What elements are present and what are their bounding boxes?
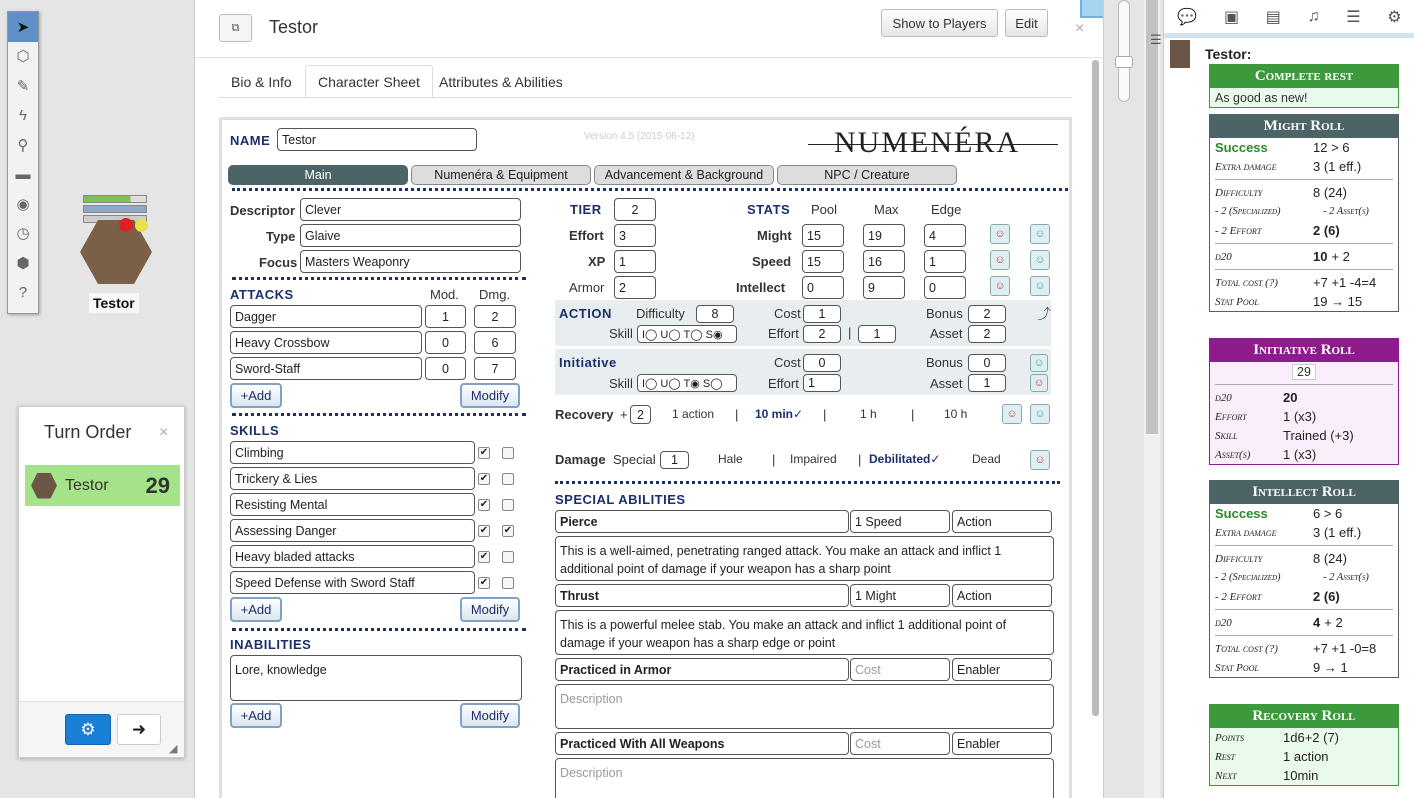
modify-skills-button[interactable]: Modify bbox=[460, 597, 520, 622]
recovery-step[interactable]: 1 action bbox=[672, 407, 715, 421]
skill-level-radio[interactable]: I◯ U◯ T◯ S◉ bbox=[637, 325, 737, 343]
ability-name[interactable]: Thrust bbox=[555, 584, 849, 607]
clock-icon[interactable]: ◷ bbox=[16, 225, 30, 243]
skill-trained-checkbox[interactable]: ✔ bbox=[479, 577, 489, 588]
type-field[interactable]: Glaive bbox=[300, 224, 521, 247]
complete-rest-title: Complete rest bbox=[1210, 65, 1398, 88]
ability-description[interactable]: This is a powerful melee stab. You make an attack and inflict 1 additional point of damage if your weapon has a sharp edge or point bbox=[555, 610, 1054, 655]
attack-dmg[interactable]: 2 bbox=[474, 305, 516, 328]
list-icon[interactable]: ☰ bbox=[1346, 9, 1361, 26]
damage-step[interactable]: Dead bbox=[972, 452, 1001, 466]
stat-pool-label: Stat Pool bbox=[1215, 295, 1259, 308]
panel-tabs bbox=[1164, 0, 1414, 34]
avatar bbox=[31, 473, 57, 499]
stats-label: STATS bbox=[747, 202, 791, 217]
ability-cost[interactable]: 1 Speed bbox=[850, 510, 950, 533]
show-to-players-button[interactable]: Show to Players bbox=[881, 9, 998, 37]
close-icon[interactable]: × bbox=[159, 424, 169, 441]
skill-label: Skill bbox=[1215, 429, 1238, 442]
skill-specialized-checkbox[interactable] bbox=[502, 577, 514, 589]
ability-type[interactable]: Enabler bbox=[952, 658, 1052, 681]
attack-dmg[interactable]: 6 bbox=[474, 331, 516, 354]
damage-step[interactable]: Impaired bbox=[790, 452, 837, 466]
special-abilities-label: SPECIAL ABILITIES bbox=[555, 492, 686, 507]
yellow-marker-icon bbox=[135, 219, 148, 232]
popout-icon[interactable]: ⧉ bbox=[219, 14, 252, 42]
might-roll-card bbox=[1209, 114, 1399, 312]
effort-value: 2 (6) bbox=[1313, 589, 1340, 604]
gear-icon[interactable]: ⚙ bbox=[1387, 9, 1402, 26]
complete-rest-card bbox=[1209, 64, 1399, 108]
d20-label: d20 bbox=[1215, 616, 1232, 629]
attack-dmg[interactable]: 7 bbox=[474, 357, 516, 380]
effort-label: Effort bbox=[569, 228, 604, 243]
recovery-green-die-icon[interactable]: ☺ bbox=[1030, 404, 1050, 424]
damage-red-die-icon[interactable]: ☺ bbox=[1030, 450, 1050, 470]
action-asset-field[interactable]: 2 bbox=[968, 325, 1006, 343]
armor-field[interactable]: 2 bbox=[614, 276, 656, 299]
initiative-roll-green-die-icon[interactable]: ☺ bbox=[1030, 354, 1048, 372]
specialized-label: - 2 (Specialized) bbox=[1215, 206, 1281, 217]
divider bbox=[232, 628, 526, 631]
attack-name[interactable]: Heavy Crossbow bbox=[230, 331, 422, 354]
turn-order-panel bbox=[18, 406, 185, 758]
help-icon[interactable]: ? bbox=[18, 283, 28, 301]
action-effort-field[interactable]: 2 bbox=[803, 325, 841, 343]
might-roll-green-die-icon[interactable]: ☺ bbox=[1030, 224, 1050, 244]
brush-icon[interactable]: ✎ bbox=[16, 77, 30, 95]
initiative-label: Initiative bbox=[559, 355, 617, 370]
result-label: Success bbox=[1215, 140, 1268, 155]
assets-label: - 2 Asset(s) bbox=[1323, 572, 1369, 583]
extra-damage-label: Extra damage bbox=[1215, 526, 1277, 539]
mod-label: Mod. bbox=[430, 287, 459, 302]
tier-label: TIER bbox=[570, 202, 602, 217]
intellect-roll-card bbox=[1209, 480, 1399, 678]
damage-label: Damage bbox=[555, 452, 606, 467]
attack-mod[interactable]: 0 bbox=[425, 331, 466, 354]
turn-order-entry-name: Testor bbox=[65, 476, 109, 494]
stat-pool-value: 9 → 1 bbox=[1313, 660, 1348, 675]
total-cost-value: +7 +1 -0=8 bbox=[1313, 641, 1377, 656]
chat-panel bbox=[1163, 0, 1414, 798]
subtab-main[interactable]: Main bbox=[228, 165, 408, 185]
art-library-icon[interactable]: ▣ bbox=[1223, 9, 1240, 26]
difficulty-value: 8 (24) bbox=[1313, 551, 1347, 566]
divider bbox=[1215, 545, 1393, 546]
intellect-label: Intellect bbox=[736, 280, 786, 295]
skill-trained-checkbox[interactable]: ✔ bbox=[479, 447, 489, 458]
modify-inabilities-button[interactable]: Modify bbox=[460, 703, 520, 728]
cost-field[interactable]: 1 bbox=[803, 305, 841, 323]
skill-value: Trained (+3) bbox=[1283, 428, 1354, 443]
close-icon[interactable]: × bbox=[1075, 20, 1085, 37]
skill-name[interactable]: Trickery & Lies bbox=[230, 467, 475, 490]
token-bar-1 bbox=[83, 195, 147, 203]
speed-max[interactable]: 16 bbox=[863, 250, 905, 273]
damage-special-field[interactable]: 1 bbox=[660, 451, 689, 469]
recovery-roll-card bbox=[1209, 704, 1399, 786]
cost-label: Cost bbox=[774, 306, 801, 321]
subtab-equipment[interactable]: Numenéra & Equipment bbox=[411, 165, 591, 185]
skill-specialized-checkbox[interactable] bbox=[502, 447, 514, 459]
effort-value: 1 (x3) bbox=[1283, 409, 1317, 424]
points-value: 1d6+2 (7) bbox=[1283, 730, 1340, 745]
initiative-roll-title: Initiative Roll bbox=[1210, 339, 1398, 362]
skill-specialized-checkbox[interactable]: ✔ bbox=[503, 525, 513, 536]
initiative-roll-red-die-icon[interactable]: ☺ bbox=[1030, 374, 1048, 392]
skill-trained-checkbox[interactable]: ✔ bbox=[479, 499, 489, 510]
action-effort2-field[interactable]: 1 bbox=[858, 325, 896, 343]
initiative-bonus-field[interactable]: 0 bbox=[968, 354, 1006, 372]
speed-roll-red-die-icon[interactable]: ☺ bbox=[990, 250, 1010, 270]
rest-label: Rest bbox=[1215, 750, 1236, 763]
cost-label: Cost bbox=[774, 355, 801, 370]
select-icon[interactable]: ➤ bbox=[8, 12, 38, 42]
attacks-label: ATTACKS bbox=[230, 287, 294, 302]
zoom-slider-handle[interactable] bbox=[1115, 56, 1133, 68]
might-roll-title: Might Roll bbox=[1210, 115, 1398, 138]
skill-name[interactable]: Resisting Mental bbox=[230, 493, 475, 516]
page-scrollbar[interactable] bbox=[1146, 0, 1158, 434]
d20-label: d20 bbox=[1215, 250, 1232, 263]
attack-name[interactable]: Dagger bbox=[230, 305, 422, 328]
add-attack-button[interactable]: +Add bbox=[230, 383, 282, 408]
recovery-step[interactable]: 1 h bbox=[860, 407, 877, 421]
effort-field[interactable]: 3 bbox=[614, 224, 656, 247]
chat-icon[interactable]: 💬 bbox=[1177, 9, 1198, 26]
skill-name[interactable]: Speed Defense with Sword Staff bbox=[230, 571, 475, 594]
next-turn-button[interactable]: ➜ bbox=[117, 714, 161, 745]
skill-name[interactable]: Climbing bbox=[230, 441, 475, 464]
skill-trained-checkbox[interactable]: ✔ bbox=[479, 473, 489, 484]
extra-damage-label: Extra damage bbox=[1215, 160, 1277, 173]
skill-label: Skill bbox=[609, 376, 633, 391]
pool-label: Pool bbox=[811, 202, 838, 217]
d20-value: 10 bbox=[1313, 249, 1328, 264]
separator: | bbox=[735, 407, 739, 422]
scrollbar[interactable] bbox=[1092, 60, 1099, 716]
speed-roll-green-die-icon[interactable]: ☺ bbox=[1030, 250, 1050, 270]
intellect-pool[interactable]: 0 bbox=[802, 276, 844, 299]
turn-order-title: Turn Order bbox=[44, 422, 132, 442]
initiative-total: 29 bbox=[1292, 364, 1316, 380]
ability-description[interactable]: This is a well-aimed, penetrating ranged attack. You make an attack and inflict 1 additional point of damage if your weapon has a sharp point bbox=[555, 536, 1054, 581]
skill-specialized-checkbox[interactable] bbox=[502, 499, 514, 511]
might-max[interactable]: 19 bbox=[863, 224, 905, 247]
name-field[interactable]: Testor bbox=[277, 128, 477, 151]
action-label: ACTION bbox=[559, 306, 612, 321]
menu-icon[interactable]: ☰ bbox=[1150, 32, 1162, 47]
stat-pool-value: 19 → 15 bbox=[1313, 294, 1363, 309]
descriptor-field[interactable]: Clever bbox=[300, 198, 521, 221]
skill-specialized-checkbox[interactable] bbox=[502, 551, 514, 563]
initiative-roll-card bbox=[1209, 338, 1399, 465]
bonus-field[interactable]: 2 bbox=[968, 305, 1006, 323]
dmg-label: Dmg. bbox=[479, 287, 511, 302]
speed-label: Speed bbox=[752, 254, 792, 269]
name-label: NAME bbox=[230, 133, 271, 148]
divider bbox=[232, 413, 526, 416]
speed-pool[interactable]: 15 bbox=[802, 250, 844, 273]
skill-name[interactable]: Assessing Danger bbox=[230, 519, 475, 542]
turn-order-footer bbox=[19, 701, 184, 757]
resize-handle-icon[interactable]: ◢ bbox=[169, 743, 178, 755]
speed-edge[interactable]: 1 bbox=[924, 250, 966, 273]
specialized-label: - 2 (Specialized) bbox=[1215, 572, 1281, 583]
skill-label: Skill bbox=[609, 326, 633, 341]
next-value: 10min bbox=[1283, 768, 1319, 783]
subtab-npc[interactable]: NPC / Creature bbox=[777, 165, 957, 185]
d20-bonus: + 2 bbox=[1324, 615, 1343, 630]
divider bbox=[1215, 635, 1393, 636]
token-name: Testor bbox=[89, 293, 139, 313]
ruler-icon[interactable]: ▬ bbox=[15, 165, 31, 183]
skill-trained-checkbox[interactable]: ✔ bbox=[479, 551, 489, 562]
eye-icon[interactable]: ◉ bbox=[16, 195, 30, 213]
separator: | bbox=[911, 407, 915, 422]
tab-character-sheet[interactable]: Character Sheet bbox=[305, 65, 433, 98]
might-edge[interactable]: 4 bbox=[924, 224, 966, 247]
armor-label: Armor bbox=[569, 280, 605, 295]
toolbar bbox=[7, 11, 39, 314]
difficulty-label: Difficulty bbox=[636, 306, 685, 321]
ability-name[interactable]: Practiced in Armor bbox=[555, 658, 849, 681]
inabilities-label: INABILITIES bbox=[230, 637, 312, 652]
d20-bonus: + 2 bbox=[1331, 249, 1350, 264]
avatar bbox=[1170, 40, 1190, 68]
might-roll-red-die-icon[interactable]: ☺ bbox=[990, 224, 1010, 244]
might-label: Might bbox=[757, 228, 792, 243]
result-value: 12 > 6 bbox=[1313, 140, 1350, 155]
initiative-cost-field[interactable]: 0 bbox=[803, 354, 841, 372]
intellect-edge[interactable]: 0 bbox=[924, 276, 966, 299]
separator: | bbox=[772, 452, 776, 467]
divider bbox=[195, 57, 1104, 58]
recovery-plus: + bbox=[620, 407, 628, 422]
recovery-roll-title: Recovery Roll bbox=[1210, 705, 1398, 728]
focus-label: Focus bbox=[259, 255, 298, 270]
bonus-label: Bonus bbox=[926, 355, 963, 370]
add-skill-button[interactable]: +Add bbox=[230, 597, 282, 622]
gear-icon[interactable]: ⚙ bbox=[65, 714, 111, 745]
inabilities-field[interactable]: Lore, knowledge bbox=[230, 655, 522, 701]
attack-mod[interactable]: 0 bbox=[425, 357, 466, 380]
tier-field[interactable]: 2 bbox=[614, 198, 656, 221]
modify-attacks-button[interactable]: Modify bbox=[460, 383, 520, 408]
ability-cost[interactable]: 1 Might bbox=[850, 584, 950, 607]
total-cost-label: Total cost (?) bbox=[1215, 276, 1278, 289]
chat-divider bbox=[1164, 33, 1414, 38]
divider bbox=[218, 97, 1071, 98]
intellect-roll-green-die-icon[interactable]: ☺ bbox=[1030, 276, 1050, 296]
separator: | bbox=[848, 325, 852, 340]
d20-value: 20 bbox=[1283, 390, 1298, 405]
intellect-roll-red-die-icon[interactable]: ☺ bbox=[990, 276, 1010, 296]
assets-label: - 2 Asset(s) bbox=[1323, 206, 1369, 217]
dice-icon[interactable]: ⬢ bbox=[16, 254, 30, 272]
initiative-asset-field[interactable]: 1 bbox=[968, 374, 1006, 392]
extra-damage-value: 3 (1 eff.) bbox=[1313, 159, 1362, 174]
max-label: Max bbox=[874, 202, 899, 217]
jukebox-icon[interactable]: ♫ bbox=[1307, 8, 1320, 25]
ability-name[interactable]: Practiced With All Weapons bbox=[555, 732, 849, 755]
rest-value: 1 action bbox=[1283, 749, 1329, 764]
zoom-slider[interactable] bbox=[1118, 0, 1130, 102]
separator: | bbox=[823, 407, 827, 422]
complete-rest-text: As good as new! bbox=[1210, 88, 1398, 107]
ability-name[interactable]: Pierce bbox=[555, 510, 849, 533]
token-bar-2 bbox=[83, 205, 147, 213]
d20-label: d20 bbox=[1215, 391, 1232, 404]
skill-trained-checkbox[interactable]: ✔ bbox=[479, 525, 489, 536]
divider bbox=[1215, 243, 1393, 244]
numenera-logo: NUMENÉRA bbox=[834, 126, 1020, 159]
bolt-icon[interactable]: ϟ bbox=[19, 106, 27, 124]
initiative-effort-field[interactable]: 1 bbox=[803, 374, 841, 392]
difficulty-value: 8 (24) bbox=[1313, 185, 1347, 200]
edge-label: Edge bbox=[931, 202, 962, 217]
version-text: Version 4.5 (2015-06-12) bbox=[584, 131, 695, 142]
recovery-step[interactable]: 10 h bbox=[944, 407, 968, 421]
turn-order-entry[interactable] bbox=[25, 465, 180, 506]
edit-button[interactable]: Edit bbox=[1005, 9, 1048, 37]
result-value: 6 > 6 bbox=[1313, 506, 1343, 521]
divider bbox=[1215, 609, 1393, 610]
divider bbox=[232, 188, 1068, 191]
difficulty-field[interactable]: 8 bbox=[696, 305, 734, 323]
damage-special-label: Special bbox=[613, 452, 656, 467]
descriptor-label: Descriptor bbox=[230, 203, 296, 218]
attack-name[interactable]: Sword-Staff bbox=[230, 357, 422, 380]
damage-step[interactable]: Hale bbox=[718, 452, 743, 466]
ability-type[interactable]: Action bbox=[952, 584, 1052, 607]
intellect-roll-title: Intellect Roll bbox=[1210, 481, 1398, 504]
ability-type[interactable]: Enabler bbox=[952, 732, 1052, 755]
skill-specialized-checkbox[interactable] bbox=[502, 473, 514, 485]
divider bbox=[1215, 269, 1393, 270]
divider bbox=[1215, 384, 1393, 385]
separator: | bbox=[858, 452, 862, 467]
extra-damage-value: 3 (1 eff.) bbox=[1313, 525, 1362, 540]
skills-label: SKILLS bbox=[230, 423, 280, 438]
effort-label: Effort bbox=[768, 326, 799, 341]
effort-label: Effort bbox=[1215, 410, 1247, 423]
might-pool[interactable]: 15 bbox=[802, 224, 844, 247]
dialog-title: Testor bbox=[269, 17, 319, 37]
journal-icon[interactable]: ▤ bbox=[1265, 9, 1281, 26]
recovery-red-die-icon[interactable]: ☺ bbox=[1002, 404, 1022, 424]
add-inability-button[interactable]: +Add bbox=[230, 703, 282, 728]
ability-cost[interactable]: Cost bbox=[850, 732, 950, 755]
assets-label: Asset(s) bbox=[1215, 448, 1251, 461]
xp-field[interactable]: 1 bbox=[614, 250, 656, 273]
effort-label: - 2 Effort bbox=[1215, 590, 1262, 603]
difficulty-label: Difficulty bbox=[1215, 186, 1263, 199]
total-cost-value: +7 +1 -4=4 bbox=[1313, 275, 1377, 290]
window-corner-icon[interactable] bbox=[1080, 0, 1104, 18]
result-label: Success bbox=[1215, 506, 1268, 521]
initiative-skill-radio[interactable]: I◯ U◯ T◉ S◯ bbox=[637, 374, 737, 392]
recovery-label: Recovery bbox=[555, 407, 614, 422]
chat-speaker: Testor: bbox=[1205, 46, 1252, 62]
recovery-step[interactable]: 10 min✓ bbox=[755, 407, 804, 421]
type-label: Type bbox=[266, 229, 296, 244]
stat-pool-label: Stat Pool bbox=[1215, 661, 1259, 674]
divider bbox=[232, 277, 526, 280]
cube-icon[interactable]: ⬡ bbox=[16, 48, 30, 66]
recovery-bonus-field[interactable]: 2 bbox=[630, 405, 651, 424]
turn-order-entry-initiative[interactable]: 29 bbox=[145, 472, 170, 498]
reroll-icon[interactable]: ⤴ bbox=[1037, 306, 1051, 322]
effort-label: Effort bbox=[768, 376, 799, 391]
ability-description[interactable]: Description bbox=[555, 758, 1054, 798]
skill-name[interactable]: Heavy bladed attacks bbox=[230, 545, 475, 568]
effort-value: 2 (6) bbox=[1313, 223, 1340, 238]
intellect-max[interactable]: 9 bbox=[863, 276, 905, 299]
attack-mod[interactable]: 1 bbox=[425, 305, 466, 328]
ability-type[interactable]: Action bbox=[952, 510, 1052, 533]
ability-description[interactable]: Description bbox=[555, 684, 1054, 729]
character-dialog bbox=[194, 0, 1104, 798]
bonus-label: Bonus bbox=[926, 306, 963, 321]
divider bbox=[555, 481, 1060, 484]
asset-label: Asset bbox=[930, 376, 963, 391]
d20-value: 4 bbox=[1313, 615, 1321, 630]
effort-label: - 2 Effort bbox=[1215, 224, 1262, 237]
subtab-advancement[interactable]: Advancement & Background bbox=[594, 165, 774, 185]
divider bbox=[1215, 179, 1393, 180]
xp-label: XP bbox=[588, 254, 606, 269]
ability-cost[interactable]: Cost bbox=[850, 658, 950, 681]
red-marker-icon bbox=[119, 218, 133, 232]
character-sheet bbox=[219, 117, 1072, 798]
damage-step[interactable]: Debilitated✓ bbox=[869, 452, 941, 466]
asset-label: Asset bbox=[930, 326, 963, 341]
tab-attributes-abilities[interactable]: Attributes & Abilities bbox=[439, 73, 563, 90]
tab-bio-info[interactable]: Bio & Info bbox=[231, 73, 292, 90]
points-label: Points bbox=[1215, 731, 1244, 744]
logo-flourish bbox=[808, 144, 1058, 145]
next-label: Next bbox=[1215, 769, 1237, 782]
focus-field[interactable]: Masters Weaponry bbox=[300, 250, 521, 273]
total-cost-label: Total cost (?) bbox=[1215, 642, 1278, 655]
assets-value: 1 (x3) bbox=[1283, 447, 1317, 462]
difficulty-label: Difficulty bbox=[1215, 552, 1263, 565]
zoom-icon[interactable]: ⚲ bbox=[17, 136, 29, 154]
